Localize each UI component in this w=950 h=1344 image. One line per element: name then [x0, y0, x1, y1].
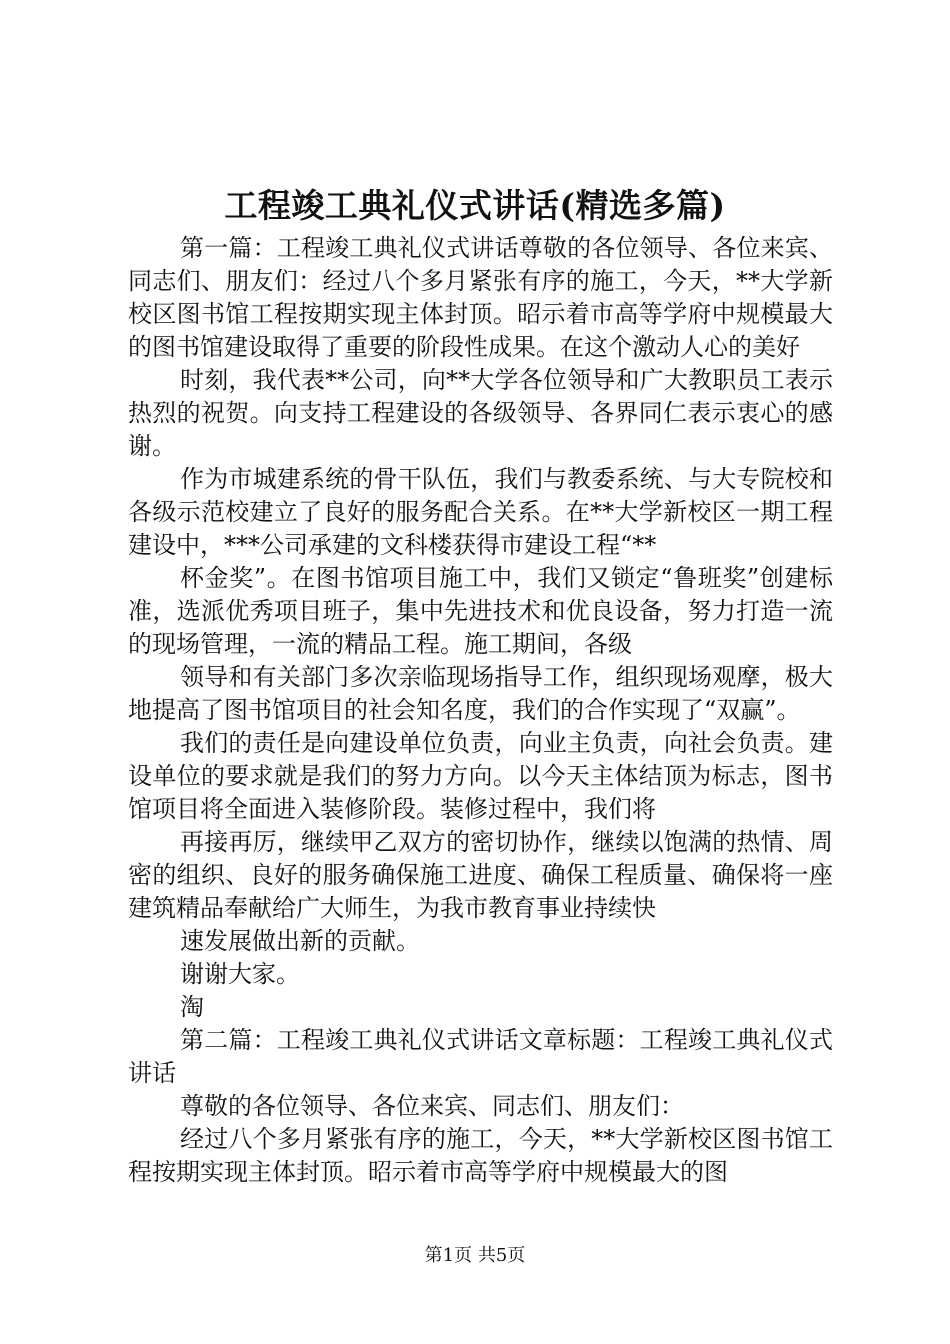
- paragraph: 作为市城建系统的骨干队伍，我们与教委系统、与大专院校和各级示范校建立了良好的服务配合关系。在**大学新校区一期工程建设中，***公司承建的文科楼获得市建设工程“**: [128, 465, 833, 559]
- paragraph: 第一篇：工程竣工典礼仪式讲话尊敬的各位领导、各位来宾、同志们、朋友们：经过八个多月紧张有序的施工，今天，**大学新校区图书馆工程按期实现主体封顶。昭示着市高等学府中规模最大的图书馆建设取得了重要的阶段性成果。在这个激动人心的美好: [128, 234, 833, 361]
- document-title: 工程竣工典礼仪式讲话(精选多篇): [224, 186, 726, 225]
- paragraph: 淘: [180, 993, 204, 1021]
- page-number: 第1页 共5页: [424, 1245, 526, 1266]
- paragraph: 领导和有关部门多次亲临现场指导工作，组织现场观摩，极大地提高了图书馆项目的社会知名度，我们的合作实现了“双赢”。: [128, 663, 833, 724]
- paragraph: 杯金奖”。在图书馆项目施工中，我们又锁定“鲁班奖”创建标准，选派优秀项目班子，集中先进技术和优良设备，努力打造一流的现场管理，一流的精品工程。施工期间，各级: [128, 564, 833, 658]
- paragraph: 时刻，我代表**公司，向**大学各位领导和广大教职员工表示热烈的祝贺。向支持工程建设的各级领导、各界同仁表示衷心的感谢。: [128, 366, 833, 460]
- paragraph: 尊敬的各位领导、各位来宾、同志们、朋友们：: [180, 1092, 684, 1120]
- paragraph: 速发展做出新的贡献。: [180, 927, 420, 955]
- paragraph: 经过八个多月紧张有序的施工，今天，**大学新校区图书馆工程按期实现主体封顶。昭示着市高等学府中规模最大的图: [128, 1125, 833, 1186]
- paragraph: 再接再厉，继续甲乙双方的密切协作，继续以饱满的热情、周密的组织、良好的服务确保施工进度、确保工程质量、确保将一座建筑精品奉献给广大师生，为我市教育事业持续快: [128, 828, 833, 922]
- paragraph: 谢谢大家。: [180, 960, 300, 988]
- paragraph: 第二篇：工程竣工典礼仪式讲话文章标题：工程竣工典礼仪式讲话: [128, 1026, 833, 1087]
- paragraph: 我们的责任是向建设单位负责，向业主负责，向社会负责。建设单位的要求就是我们的努力方向。以今天主体结顶为标志，图书馆项目将全面进入装修阶段。装修过程中，我们将: [128, 729, 833, 823]
- document-body: [128, 232, 833, 1189]
